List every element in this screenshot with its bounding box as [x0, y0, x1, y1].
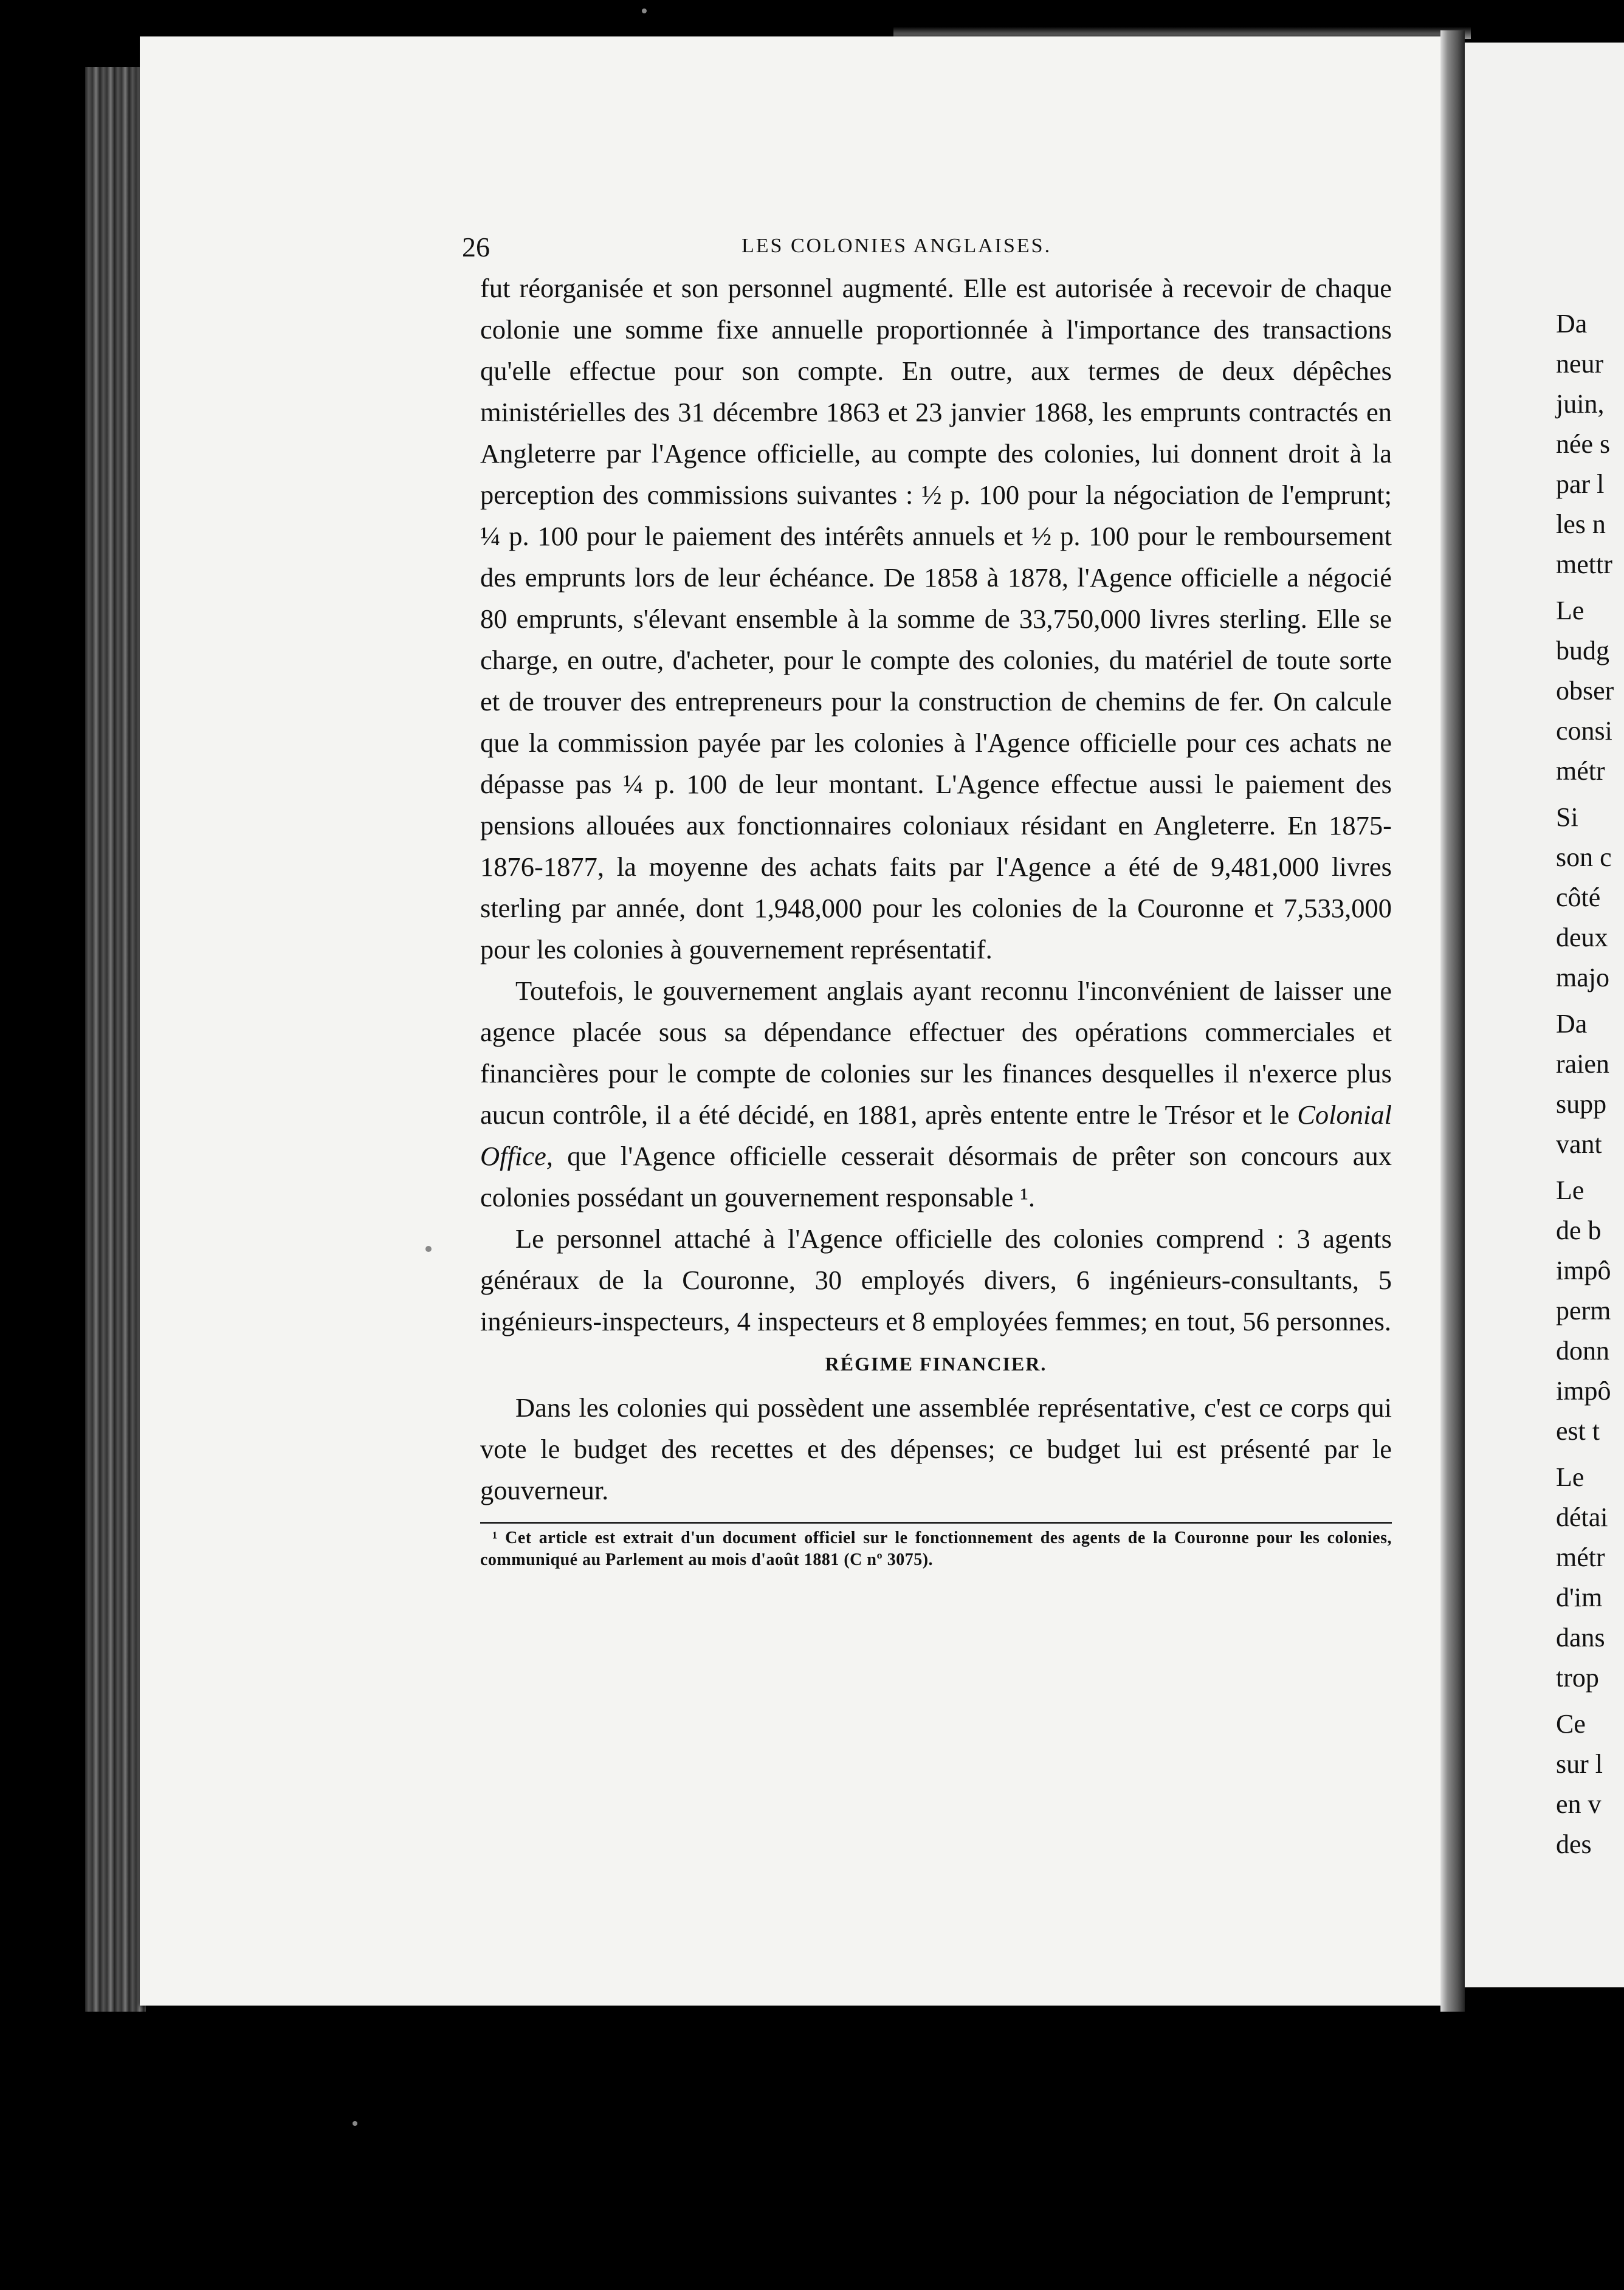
- page-number: 26: [462, 232, 490, 263]
- right-page-fragment: détai: [1556, 1502, 1608, 1532]
- footnote-rule: [480, 1522, 1392, 1524]
- right-page-fragment: perm: [1556, 1296, 1611, 1326]
- right-page-fragment: née s: [1556, 429, 1611, 459]
- colonial-office-italic: Colonial Office,: [480, 1099, 1392, 1171]
- running-title: LES COLONIES ANGLAISES.: [741, 235, 1052, 257]
- paragraph-regime-financier: Dans les colonies qui possèdent une assemblée représentative, c'est ce corps qui vote le budget des recettes et des dépenses; ce budget lui est présenté par le gouverneur.: [480, 1392, 1392, 1505]
- right-page-fragment: donn: [1556, 1336, 1609, 1366]
- paragraph-gap: [1556, 1451, 1614, 1457]
- right-page-fragment: de b: [1556, 1215, 1602, 1245]
- right-page-fragment: d'im: [1556, 1583, 1603, 1612]
- right-page-fragment: mettr: [1556, 549, 1612, 579]
- right-page-fragment: deux: [1556, 923, 1608, 952]
- right-page-fragment: Da: [1556, 1009, 1588, 1039]
- speck: [425, 1246, 432, 1252]
- toutefois-text-start: Toutefois, le gouvernement anglais ayant reconnu l'inconvénient de laisser une agence placée sous sa dépendance effectuer des opérations commerciales et financières pour le compte de colonies sur les finances desquelles il n'exerce plus aucun contrôle, il a été décidé, en 1881, après entente entre le Trésor et le: [480, 975, 1392, 1130]
- right-page-fragment: raien: [1556, 1049, 1609, 1079]
- page-gutter: [1440, 30, 1465, 2012]
- right-page-fragment: Da: [1556, 309, 1588, 339]
- speck: [353, 2121, 357, 2126]
- section-heading: RÉGIME FINANCIER.: [825, 1353, 1047, 1375]
- body-text: [480, 267, 1392, 1511]
- right-page-fragment: les n: [1556, 509, 1606, 539]
- running-head: [462, 231, 1392, 267]
- paragraph-gap: [1556, 1698, 1614, 1704]
- footnote: ¹ Cet article est extrait d'un document officiel sur le fonctionnement des agents de la Couronne pour les colonies, communiqué au Parlement au mois d'août 1881 (C nº 3075).: [480, 1528, 1392, 1569]
- right-page-fragment: sur l: [1556, 1749, 1603, 1779]
- right-page-fragment: majo: [1556, 963, 1609, 992]
- right-page-fragment: obser: [1556, 676, 1614, 706]
- toutefois-text-end: que l'Agence officielle cesserait désormais de prêter son concours aux colonies possédant un gouvernement responsable ¹.: [480, 1141, 1392, 1212]
- right-page-fragment: juin,: [1556, 389, 1605, 419]
- right-page-fragment: Le: [1556, 1462, 1584, 1492]
- right-page-fragment: trop: [1556, 1663, 1599, 1693]
- right-page-fragment: est t: [1556, 1416, 1600, 1446]
- paragraph-toutefois: [480, 970, 1392, 1218]
- right-page-fragment: par l: [1556, 469, 1605, 499]
- right-page-fragment: supp: [1556, 1089, 1607, 1119]
- paragraph-personnel: Le personnel attaché à l'Agence officielle des colonies comprend : 3 agents généraux de la Couronne, 30 employés divers, 6 ingénieurs-consultants, 5 ingénieurs-inspecteurs, 4 inspecteurs et 8 employées femmes; en tout, 56 personnes.: [480, 1223, 1392, 1336]
- right-page-fragment: côté: [1556, 882, 1601, 912]
- right-page-fragment: en v: [1556, 1789, 1602, 1819]
- book-spine: [85, 67, 146, 2012]
- right-page-fragment: Ce: [1556, 1709, 1586, 1739]
- right-page-fragment: dans: [1556, 1623, 1605, 1652]
- left-page-text: [462, 231, 1392, 1571]
- right-page-fragment: Le: [1556, 596, 1584, 625]
- paragraph-gap: [1556, 791, 1614, 797]
- right-page-fragment: impô: [1556, 1376, 1611, 1406]
- right-page-fragment: impô: [1556, 1256, 1611, 1285]
- right-page-fragment: Si: [1556, 802, 1578, 832]
- speck: [642, 9, 647, 13]
- right-page-fragment: métr: [1556, 756, 1605, 786]
- right-page-fragment: budg: [1556, 636, 1609, 665]
- right-page-fragment: Le: [1556, 1175, 1584, 1205]
- right-page-text-fragments: [1556, 304, 1614, 1865]
- right-page-fragment: métr: [1556, 1542, 1605, 1572]
- right-page-fragment: consi: [1556, 716, 1612, 746]
- right-page-fragment: neur: [1556, 349, 1604, 379]
- right-page-fragment: son c: [1556, 842, 1612, 872]
- paragraph-gap: [1556, 998, 1614, 1004]
- right-page-fragment: des: [1556, 1829, 1592, 1859]
- right-page-fragment: vant: [1556, 1129, 1602, 1159]
- right-page: [1465, 43, 1624, 1987]
- paragraph-gap: [1556, 585, 1614, 591]
- paragraph-agence: fut réorganisée et son personnel augmenté. Elle est autorisée à recevoir de chaque colonie une somme fixe annuelle proportionnée à l'importance des transactions qu'elle effectue pour son compte. En outre, aux termes de deux dépêches ministérielles des 31 décembre 1863 et 23 janvier 1868, les emprunts contractés en Angleterre par l'Agence officielle, au compte des colonies, lui donnent droit à la perception des commissions suivantes : ½ p. 100 pour la négociation de l'emprunt; ¼ p. 100 pour le paiement des intérêts annuels et ½ p. 100 pour le remboursement des emprunts lors de leur échéance. De 1858 à 1878, l'Agence officielle a négocié 80 emprunts, s'élevant ensemble à la somme de 33,750,000 livres sterling. Elle se charge, en outre, d'acheter, pour le compte des colonies, du matériel de toute sorte et de trouver des entrepreneurs pour la construction de chemins de fer. On calcule que la commission payée par les colonies à l'Agence officielle pour ces achats ne dépasse pas ¼ p. 100 de leur montant. L'Agence effectue aussi le paiement des pensions allouées aux fonctionnaires coloniaux résidant en Angleterre. En 1875-1876-1877, la moyenne des achats faits par l'Agence a été de 9,481,000 livres sterling par année, dont 1,948,000 pour les colonies de la Couronne et 7,533,000 pour les colonies à gouvernement représentatif.: [480, 273, 1392, 964]
- paragraph-gap: [1556, 1164, 1614, 1171]
